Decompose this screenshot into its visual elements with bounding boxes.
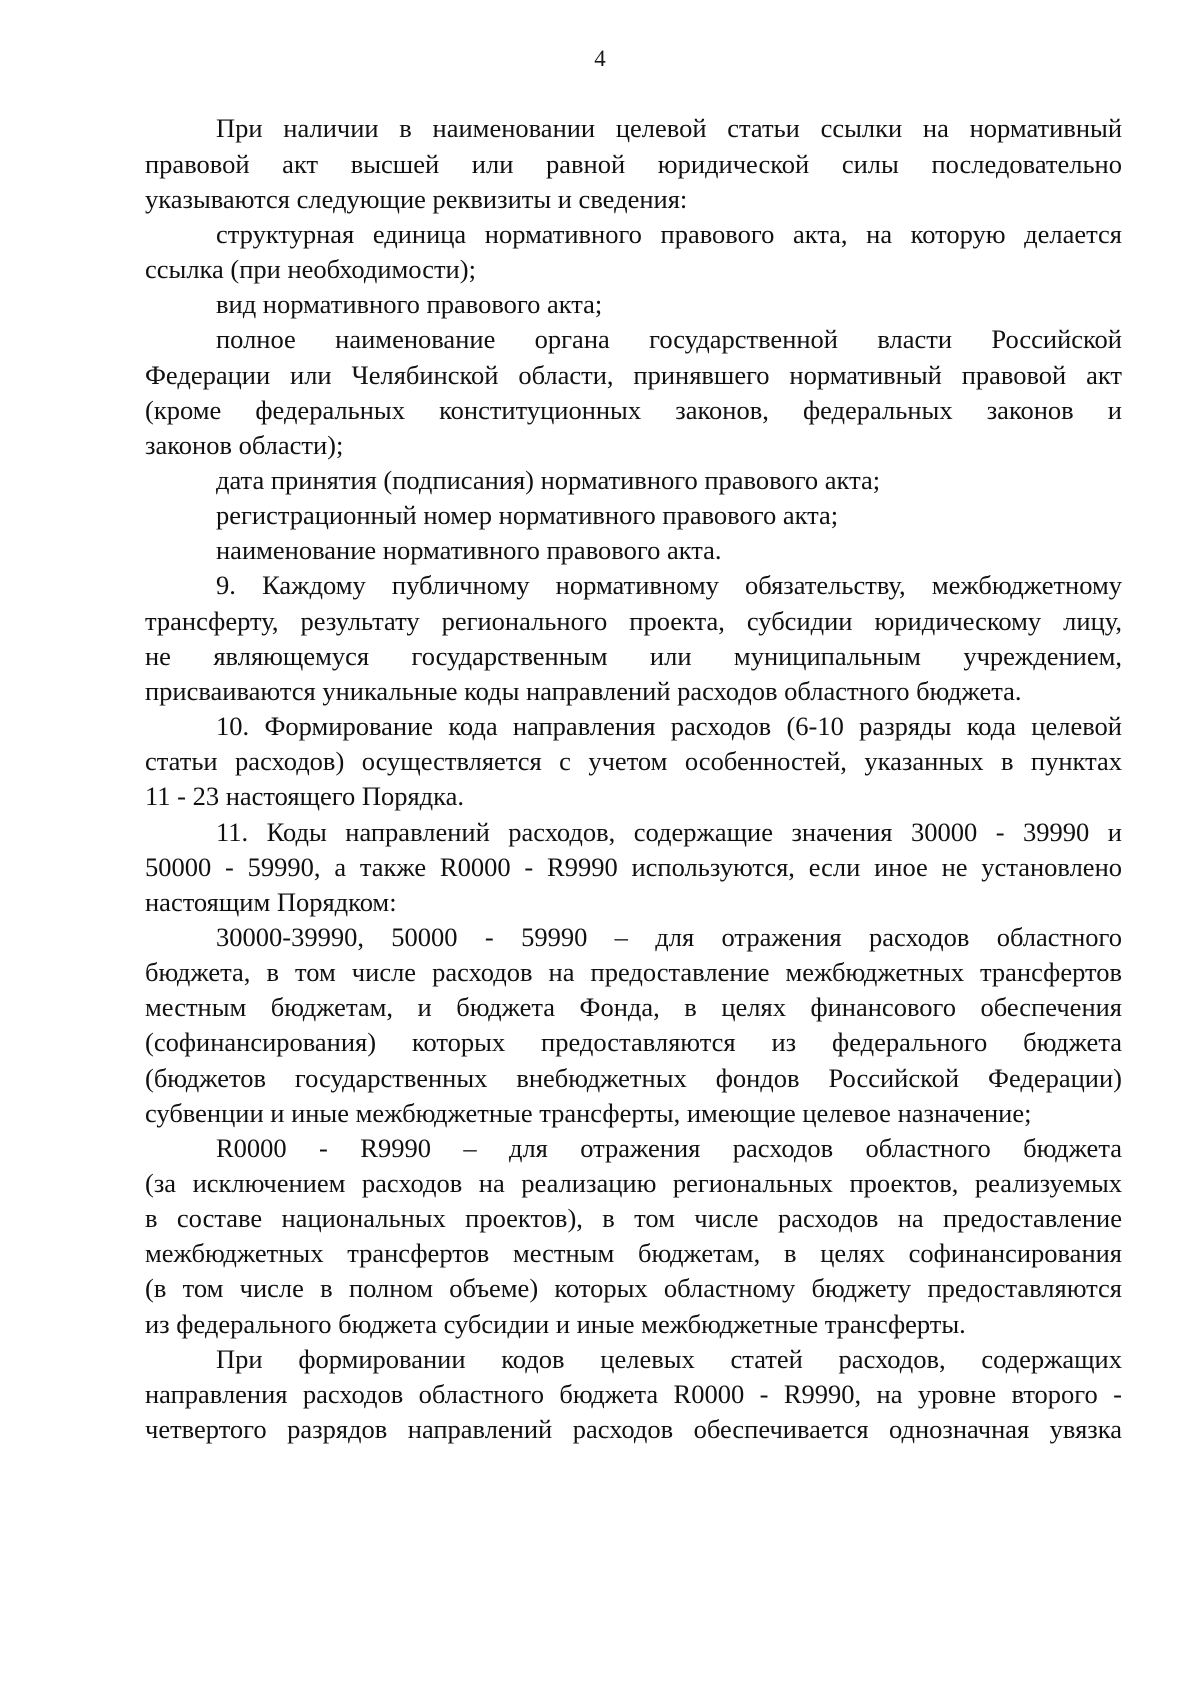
text-line: (софинансирования) которых предоставляются из федерального бюджета xyxy=(145,1027,1122,1057)
page-number: 4 xyxy=(594,46,606,71)
text-line: четвертого разрядов направлений расходов обеспечивается однозначная увязка xyxy=(145,1414,1122,1444)
text-line: полное наименование органа государственной власти Российской xyxy=(216,324,1122,354)
text-line: законов области); xyxy=(145,430,344,460)
text-line: 9. Каждому публичному нормативному обязательству, межбюджетному xyxy=(216,570,1122,600)
text-line: местным бюджетам, и бюджета Фонда, в целях финансового обеспечения xyxy=(145,992,1122,1022)
text-line: 50000 - 59990, а также R0000 - R9990 используются, если иное не установлено xyxy=(145,852,1122,882)
text-line: субвенции и иные межбюджетные трансферты, имеющие целевое назначение; xyxy=(145,1098,1032,1128)
text-line: наименование нормативного правового акта. xyxy=(216,535,722,565)
text-line: регистрационный номер нормативного правового акта; xyxy=(216,500,839,530)
text-line: 11 - 23 настоящего Порядка. xyxy=(145,781,465,811)
text-line: направления расходов областного бюджета R0000 - R9990, на уровне второго - xyxy=(145,1379,1122,1409)
text-line: статьи расходов) осуществляется с учетом особенностей, указанных в пунктах xyxy=(145,746,1122,776)
text-line: 30000-39990, 50000 - 59990 – для отражения расходов областного xyxy=(216,922,1122,952)
text-line: межбюджетных трансфертов местным бюджетам, в целях софинансирования xyxy=(145,1238,1122,1268)
text-line: R0000 - R9990 – для отражения расходов областного бюджета xyxy=(216,1133,1122,1163)
text-line: 11. Коды направлений расходов, содержащие значения 30000 - 39990 и xyxy=(216,817,1122,847)
text-line: указываются следующие реквизиты и сведения: xyxy=(145,184,688,214)
text-line: Федерации или Челябинской области, принявшего нормативный правовой акт xyxy=(145,360,1122,390)
text-line: бюджета, в том числе расходов на предоставление межбюджетных трансфертов xyxy=(145,957,1122,987)
text-line: присваиваются уникальные коды направлений расходов областного бюджета. xyxy=(145,676,1022,706)
text-line: При наличии в наименовании целевой статьи ссылки на нормативный xyxy=(216,113,1122,143)
text-line: (в том числе в полном объеме) которых областному бюджету предоставляются xyxy=(145,1273,1122,1303)
text-line: структурная единица нормативного правового акта, на которую делается xyxy=(216,219,1122,249)
text-line: (кроме федеральных конституционных законов, федеральных законов и xyxy=(145,395,1122,425)
text-line: настоящим Порядком: xyxy=(145,887,397,917)
text-line: не являющемуся государственным или муниципальным учреждением, xyxy=(145,641,1122,671)
text-line: правовой акт высшей или равной юридической силы последовательно xyxy=(145,149,1122,179)
text-line: При формировании кодов целевых статей расходов, содержащих xyxy=(216,1344,1122,1374)
text-line: 10. Формирование кода направления расходов (6-10 разряды кода целевой xyxy=(216,711,1122,741)
text-line: (бюджетов государственных внебюджетных фондов Российской Федерации) xyxy=(145,1063,1122,1093)
text-line: дата принятия (подписания) нормативного правового акта; xyxy=(216,465,881,495)
text-line: из федерального бюджета субсидии и иные межбюджетные трансферты. xyxy=(145,1309,966,1339)
text-line: трансферту, результату регионального проекта, субсидии юридическому лицу, xyxy=(145,606,1122,636)
text-line: ссылка (при необходимости); xyxy=(145,254,476,284)
text-line: (за исключением расходов на реализацию региональных проектов, реализуемых xyxy=(145,1168,1122,1198)
text-line: вид нормативного правового акта; xyxy=(216,289,603,319)
text-line: в составе национальных проектов), в том числе расходов на предоставление xyxy=(145,1203,1122,1233)
